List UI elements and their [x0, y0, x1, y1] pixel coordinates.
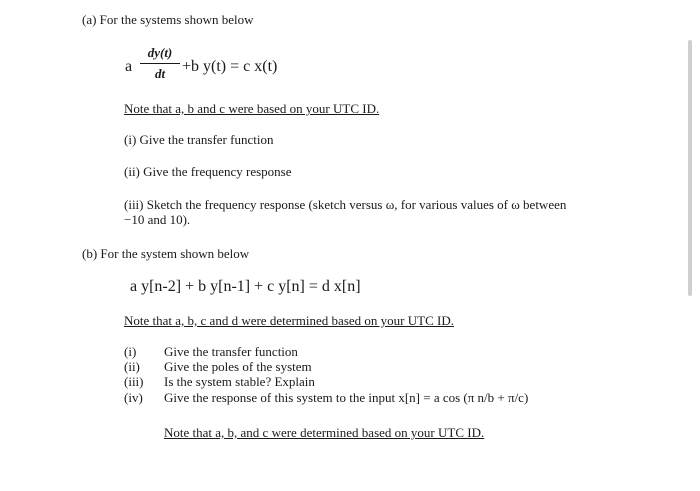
part-b-item-num: (ii): [124, 359, 140, 374]
fraction-denominator: dt: [154, 66, 166, 81]
part-b-note: Note that a, b, c and d were determined based on your UTC ID.: [124, 313, 454, 328]
part-b-heading: (b) For the system shown below: [82, 246, 250, 261]
part-b-final-note: Note that a, b, and c were determined based on your UTC ID.: [164, 425, 485, 440]
part-a-item-i: (i) Give the transfer function: [124, 132, 274, 147]
part-b-equation: a y[n-2] + b y[n-1] + c y[n] = d x[n]: [130, 278, 361, 295]
part-b-item-num: (iv): [124, 390, 143, 405]
fraction-numerator: dy(t): [147, 45, 173, 60]
part-a-item-iii: (iii) Sketch the frequency response (sketch versus ω, for various values of ω between: [124, 197, 567, 212]
part-b-item-text: Give the poles of the system: [164, 359, 312, 374]
part-b-item-num: (i): [124, 344, 137, 359]
part-a-item-ii: (ii) Give the frequency response: [124, 164, 292, 179]
part-a-heading: (a) For the systems shown below: [82, 12, 254, 27]
part-a-item-iii-cont: −10 and 10).: [124, 212, 191, 227]
part-a-equation-rest: +b y(t) = c x(t): [182, 58, 278, 75]
part-b-item-text: Is the system stable? Explain: [164, 374, 315, 389]
part-b-item-text: Give the transfer function: [164, 344, 298, 359]
part-a-note: Note that a, b and c were based on your UTC ID.: [124, 101, 380, 116]
part-a-derivative-fraction: [140, 45, 180, 82]
part-b-item-text: Give the response of this system to the input x[n] = a cos (π n/b + π/c): [164, 390, 529, 405]
part-a-coef-a: a: [125, 58, 133, 75]
fraction-bar: [140, 63, 180, 64]
vertical-scrollbar[interactable]: [688, 40, 692, 296]
part-b-item-num: (iii): [124, 374, 144, 389]
